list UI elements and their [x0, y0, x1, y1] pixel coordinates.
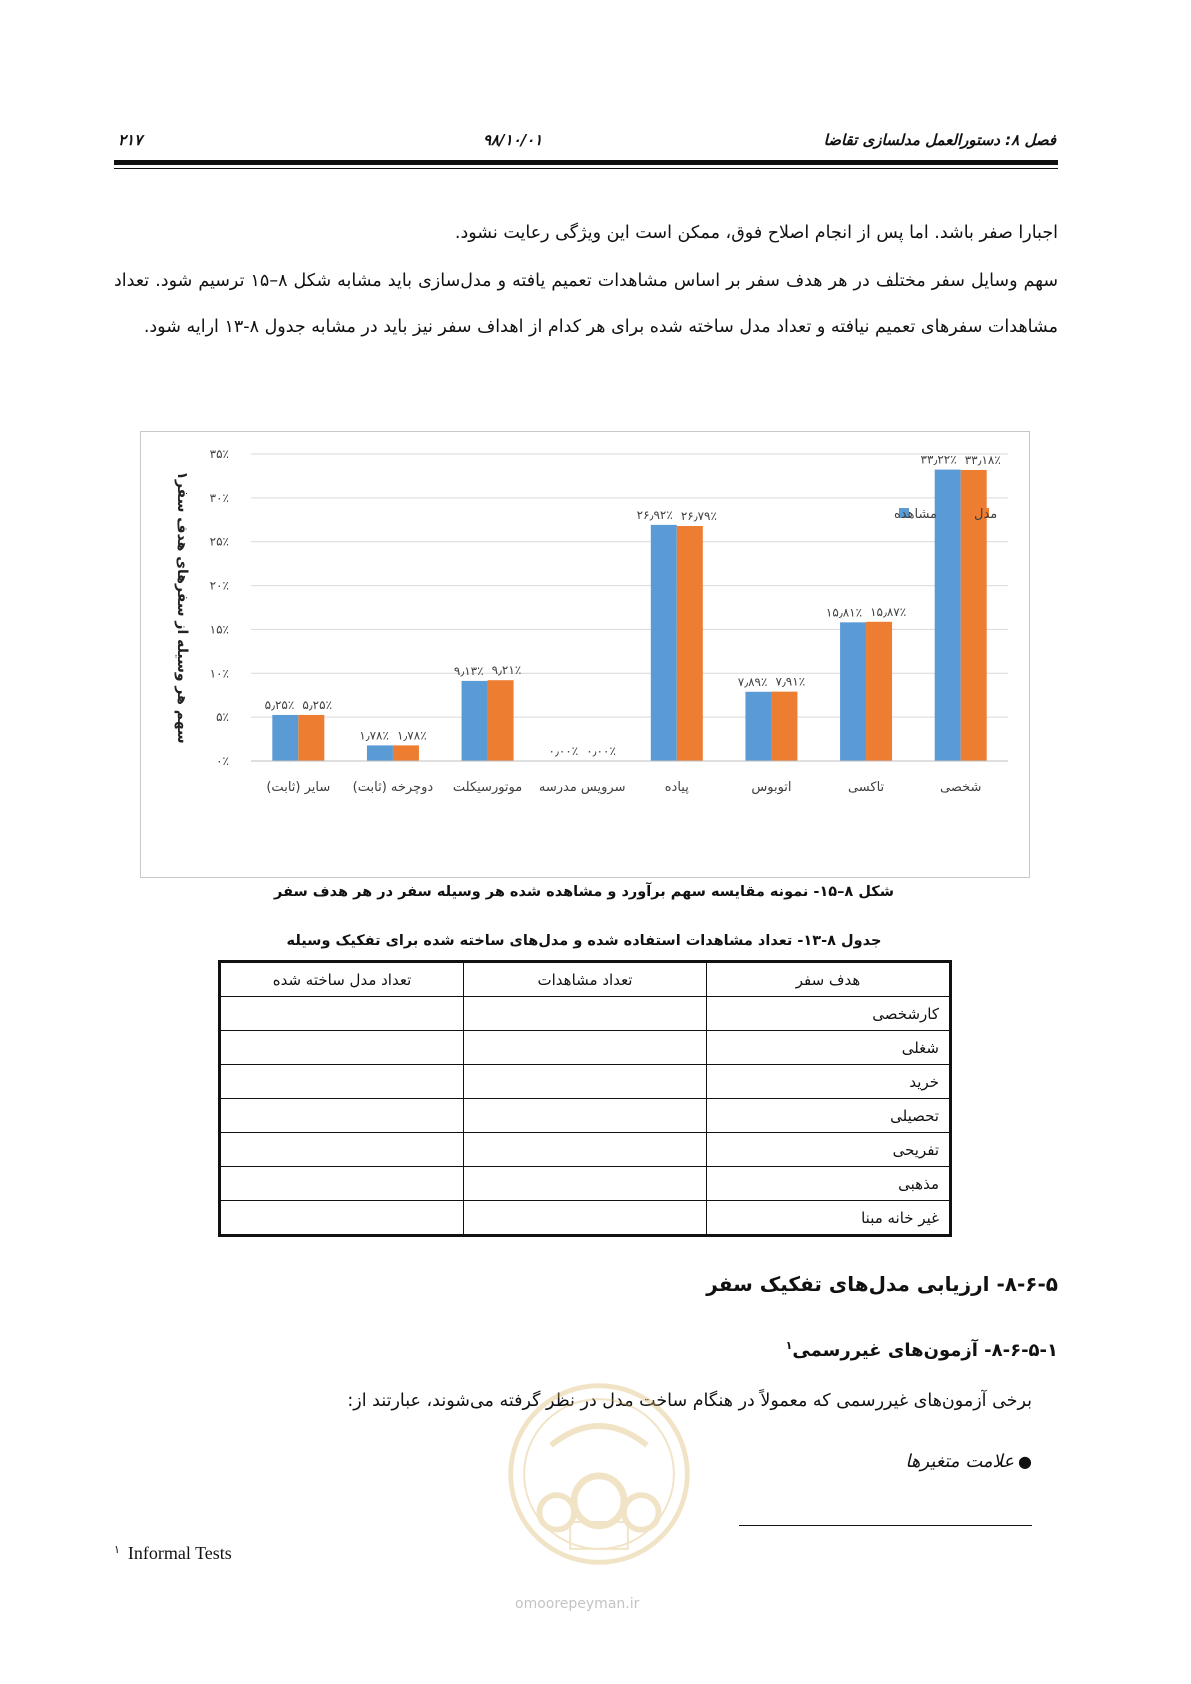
table-header-row	[220, 962, 951, 997]
watermark-logo-icon	[503, 1378, 695, 1570]
data-label: ۱٫۷۸٪	[359, 728, 389, 743]
bar-observed	[745, 692, 771, 761]
x-tick-label: سایر (ثابت)	[266, 780, 331, 795]
table-cell-observations	[464, 997, 707, 1031]
bullet-item	[905, 1451, 1032, 1472]
y-tick-label: ۳۵٪	[209, 447, 229, 461]
bar-observed	[462, 681, 488, 761]
data-label: ۷٫۹۱٪	[775, 674, 806, 689]
bar-observed	[272, 715, 298, 761]
running-header-chapter: فصل ۸: دستورالعمل مدلسازی تقاضا	[823, 131, 1056, 149]
body-paragraph-2: سهم وسایل سفر مختلف در هر هدف سفر بر اساس مشاهدات تعمیم یافته و مدل‌سازی باید مشابه شکل ۸–۱۵ ترسیم شود. تعداد مشاهدات سفرهای تعمیم نیافته و تعداد مدل ساخته شده برای هر کدام از اهداف سفر نیز باید در مشابه جدول ۸-۱۳ ارایه شود.	[114, 271, 1058, 337]
header-rule-thin	[114, 168, 1058, 169]
y-tick-label: ۲۵٪	[209, 534, 229, 549]
table-cell-observations	[464, 1133, 707, 1167]
footnote-text: Informal Tests	[127, 1543, 232, 1563]
table-cell-observations	[464, 1167, 707, 1201]
page-number: ۲۱۷	[118, 131, 143, 149]
table-row	[220, 1065, 951, 1099]
legend-label: مدل	[974, 507, 998, 522]
subsection-heading	[786, 1339, 1058, 1361]
header-rule-thick	[114, 160, 1058, 165]
y-tick-label: ۰٪	[216, 754, 229, 768]
data-label: ۰٫۰۰٪	[586, 744, 616, 758]
table-cell-purpose: مذهبی	[707, 1167, 951, 1201]
bullet-dot-icon: ●	[1018, 1452, 1032, 1471]
bar-model	[488, 680, 514, 761]
table-cell-purpose: غیر خانه مبنا	[707, 1201, 951, 1236]
table-row	[220, 1099, 951, 1133]
data-label: ۹٫۱۳٪	[453, 663, 484, 678]
table-cell-models	[220, 1031, 464, 1065]
x-tick-label: اتوبوس	[751, 780, 792, 795]
observations-table	[218, 960, 952, 1237]
y-tick-label: ۳۰٪	[209, 490, 229, 505]
data-label: ۲۶٫۹۲٪	[636, 507, 673, 522]
table-row	[220, 997, 951, 1031]
figure-caption: شکل ۸–۱۵- نمونه مقایسه سهم برآورد و مشاهده شده هر وسیله سفر در هر هدف سفر	[274, 884, 894, 900]
data-label: ۱۵٫۸۱٪	[825, 605, 863, 620]
table-cell-models	[220, 1167, 464, 1201]
data-label: ۷٫۸۹٪	[737, 674, 768, 689]
data-label: ۳۳٫۲۲٪	[920, 452, 957, 467]
table-cell-observations	[464, 1065, 707, 1099]
y-tick-label: ۵٪	[216, 710, 229, 725]
data-label: ۵٫۲۵٪	[264, 697, 295, 712]
data-label: ۲۶٫۷۹٪	[680, 509, 717, 524]
bar-observed	[651, 525, 677, 761]
y-tick-label: ۱۵٪	[209, 622, 229, 637]
table-row	[220, 1133, 951, 1167]
data-label: ۵٫۲۵٪	[302, 697, 333, 712]
bar-chart	[140, 431, 1030, 878]
x-tick-label: تاکسی	[847, 780, 885, 795]
data-label: ۰٫۰۰٪	[548, 744, 579, 758]
watermark-url: omoorepeyman.ir	[515, 1596, 640, 1612]
y-tick-label: ۲۰٪	[209, 578, 229, 593]
table-cell-purpose: شغلی	[707, 1031, 951, 1065]
bullet-item-text: علامت متغیرها	[905, 1451, 1015, 1472]
subsection-heading-text: ۸-۶-۵-۱- آزمون‌های غیررسمی	[792, 1340, 1058, 1361]
table-caption: جدول ۸-۱۳- تعداد مشاهدات استفاده شده و مدل‌های ساخته شده برای تفکیک وسیله	[286, 933, 882, 949]
table-cell-observations	[464, 1031, 707, 1065]
footnote-rule	[739, 1525, 1032, 1526]
table-cell-purpose: کارشخصی	[707, 997, 951, 1031]
table-cell-models	[220, 1201, 464, 1236]
table-cell-purpose: خرید	[707, 1065, 951, 1099]
bar-observed	[840, 622, 866, 761]
table-cell-models	[220, 1099, 464, 1133]
data-label: ۹٫۲۱٪	[491, 663, 522, 678]
x-tick-label: دوچرخه (ثابت)	[352, 780, 434, 795]
table-row	[220, 1031, 951, 1065]
column-header-models: تعداد مدل ساخته شده	[220, 962, 464, 997]
running-header-date: ۹۸/۱۰/۰۱	[483, 131, 543, 149]
x-tick-label: شخصی	[939, 780, 982, 795]
section-heading: ۸-۶-۵- ارزیابی مدل‌های تفکیک سفر	[706, 1272, 1058, 1296]
column-header-trip-purpose: هدف سفر	[707, 962, 951, 997]
y-axis-title: سهم هر وسیله از سفرهای هدف سفر۱	[174, 471, 190, 744]
body-paragraph-1: اجبارا صفر باشد. اما پس از انجام اصلاح فوق، ممکن است این ویژگی رعایت نشود.	[454, 223, 1058, 243]
bar-chart-svg	[141, 432, 1029, 877]
table-cell-models	[220, 997, 464, 1031]
table-cell-purpose: تفریحی	[707, 1133, 951, 1167]
table-cell-purpose: تحصیلی	[707, 1099, 951, 1133]
data-label: ۳۳٫۱۸٪	[964, 452, 1001, 467]
bar-model	[677, 526, 703, 761]
bar-model	[866, 622, 892, 761]
legend-label: مشاهده	[894, 507, 938, 522]
footnote	[114, 1543, 232, 1564]
table-cell-observations	[464, 1201, 707, 1236]
y-tick-label: ۱۰٪	[209, 666, 229, 681]
column-header-observations: تعداد مشاهدات	[464, 962, 707, 997]
bar-observed	[935, 470, 961, 761]
x-tick-label: موتورسیکلت	[452, 780, 523, 795]
data-label: ۱٫۷۸٪	[396, 728, 427, 743]
table-cell-models	[220, 1065, 464, 1099]
x-tick-label: سرویس مدرسه	[538, 780, 626, 795]
table-row	[220, 1201, 951, 1236]
bar-observed	[367, 745, 393, 761]
bar-model	[393, 745, 419, 761]
footnote-mark: ۱	[785, 1339, 793, 1352]
bar-model	[771, 692, 797, 761]
x-tick-label: پیاده	[664, 780, 689, 795]
footnote-number: ۱	[114, 1544, 120, 1556]
data-label: ۱۵٫۸۷٪	[870, 604, 907, 619]
bar-model	[298, 715, 324, 761]
table-cell-models	[220, 1133, 464, 1167]
table-cell-observations	[464, 1099, 707, 1133]
table-row	[220, 1167, 951, 1201]
section-paragraph: برخی آزمون‌های غیررسمی که معمولاً در هنگام ساخت مدل در نظر گرفته می‌شوند، عبارتند از:	[347, 1391, 1032, 1411]
